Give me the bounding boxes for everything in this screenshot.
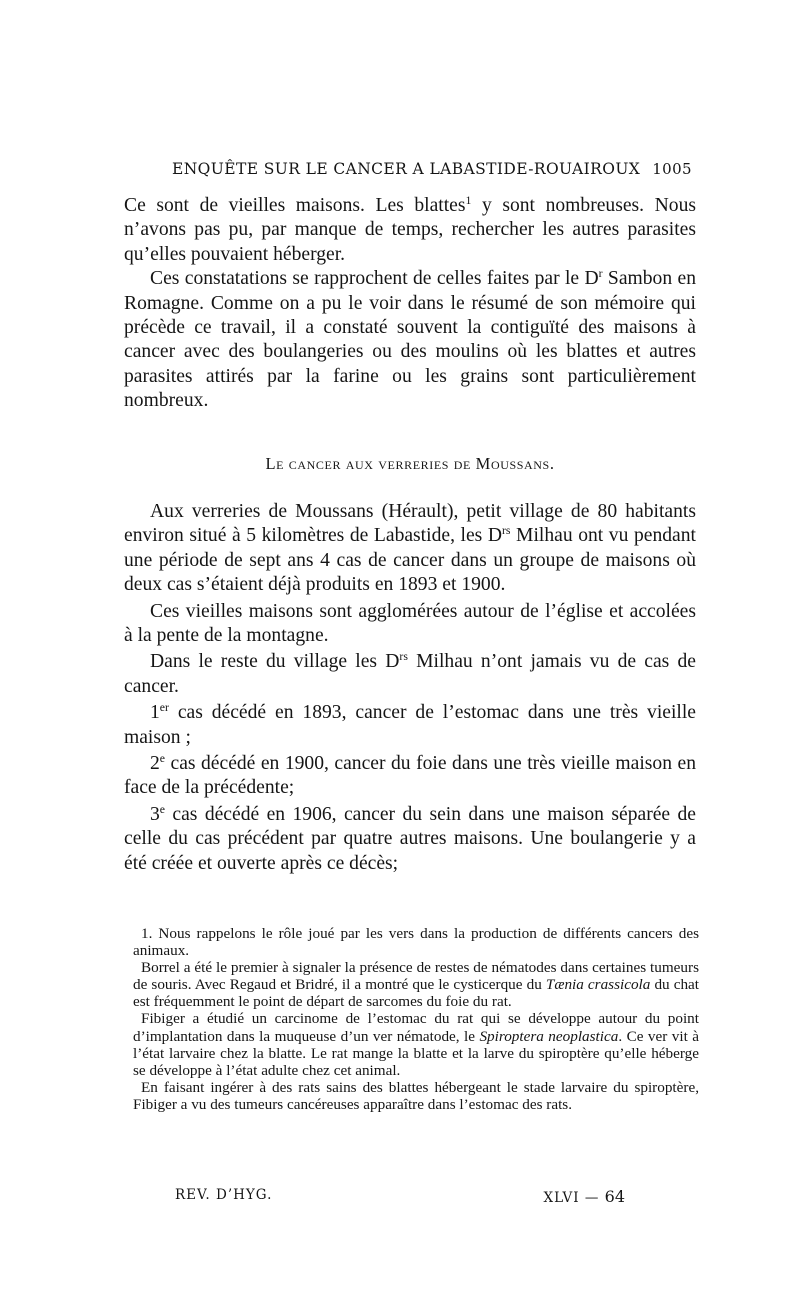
separator: — <box>579 1190 605 1206</box>
text-run: Milhau ont vu pendant une période de sept ans 4 cas de cancer dans un groupe de maisons où deux cas s’étaient déjà produits en 1893 et 1900. <box>124 525 696 596</box>
volume-number: XLVI <box>543 1190 580 1206</box>
text-run: du chat est fréquemment le point de départ de sarcomes du foie du rat. <box>133 976 700 1011</box>
paragraph <box>124 701 696 750</box>
section-heading: Le cancer aux verreries de Moussans. <box>265 454 555 473</box>
text-run: . Ce ver vit à l’état larvaire chez la blatte. Le rat mange la blatte et la larve du spiroptère qu’elle héberge se développe à l’état adulte chez cet animal. <box>133 1027 699 1079</box>
footnote-continuation <box>133 959 699 1010</box>
text-run: Sambon en Romagne. Comme on a pu le voir dans le résumé de son mémoire qui précède ce travail, il a constaté souvent la contiguïté des maisons à cancer avec des boulangeries ou des moulins où les blattes et autres parasites attirés par la farine ou les grains sont particulièrement nombreux. <box>124 268 696 412</box>
text-run: Borrel a été le premier à signaler la présence de restes de nématodes dans certaines tumeurs de souris. Avec Regaud et Bridré, il a montré que le cysticerque du <box>133 959 699 994</box>
text-run: Ce sont de vieilles maisons. Les blattes <box>124 195 466 216</box>
text-run: 3 <box>150 803 160 825</box>
running-head-title: ENQUÊTE SUR LE CANCER A LABASTIDE-ROUAIROUX <box>172 160 641 178</box>
text-run: Aux verreries de Moussans (Hérault), petit village de 80 habitants environ situé à 5 kilomètres de Labastide, les D <box>124 501 696 547</box>
text-run: cas décédé en 1906, cancer du sein dans une maison séparée de celle du cas précédent par quatre autres maisons. Une boulangerie y a été créée et ouverte après ce décès; <box>124 803 696 874</box>
paragraph <box>124 803 696 876</box>
paragraph <box>124 194 696 267</box>
footnote-ref: 1 <box>465 193 472 207</box>
superscript: e <box>159 802 166 816</box>
superscript: er <box>159 701 169 715</box>
body-block-moussans <box>124 500 696 878</box>
text-run: cas décédé en 1900, cancer du foie dans une très vieille maison en face de la précédente; <box>124 753 696 799</box>
paragraph <box>124 650 696 699</box>
superscript: rs <box>502 524 511 538</box>
text-run: Milhau n’ont jamais vu de cas de cancer. <box>124 651 696 697</box>
superscript: r <box>598 267 603 281</box>
text-run: Fibiger a étudié un carcinome de l’estomac du rat qui se développe autour du point d’implantation dans la muqueuse d’un ver nématode, le <box>133 1010 699 1045</box>
text-run: Dans le reste du village les D <box>150 651 400 673</box>
italic-term: Spiroptera neoplastica <box>479 1027 619 1045</box>
text-run: cas décédé en 1893, cancer de l’estomac dans une très vieille maison ; <box>124 702 696 748</box>
superscript: rs <box>399 650 408 664</box>
body-block-intro <box>124 194 696 414</box>
superscript: e <box>159 752 166 766</box>
footnotes <box>133 925 699 1113</box>
paragraph <box>124 267 696 413</box>
footnote: 1. Nous rappelons le rôle joué par les vers dans la production de différents cancers des animaux. <box>133 925 699 960</box>
text-run: 2 <box>150 753 160 775</box>
text-run: y sont nombreuses. Nous n’avons pas pu, par manque de temps, rechercher les autres parasites qu’elles pouvaient héberger. <box>124 195 697 265</box>
page-number: 1005 <box>652 160 692 178</box>
footnote-continuation <box>133 1010 699 1078</box>
volume-signature <box>543 1187 625 1206</box>
journal-abbrev: REV. D’HYG. <box>175 1187 273 1203</box>
paragraph <box>124 752 696 801</box>
text-run: Ces constatations se rapprochent de celles faites par le D <box>150 268 599 290</box>
paragraph <box>124 500 696 598</box>
italic-term: Tænia crassicola <box>545 976 651 994</box>
paragraph: Ces vieilles maisons sont agglomérées autour de l’église et accolées à la pente de la montagne. <box>124 600 696 647</box>
footnote-continuation: En faisant ingérer à des rats sains des blattes hébergeant le stade larvaire du spiroptère, Fibiger a vu des tumeurs cancéreuses apparaître dans l’estomac des rats. <box>133 1078 699 1113</box>
signature-number: 64 <box>604 1187 625 1206</box>
text-run: 1 <box>150 702 160 724</box>
